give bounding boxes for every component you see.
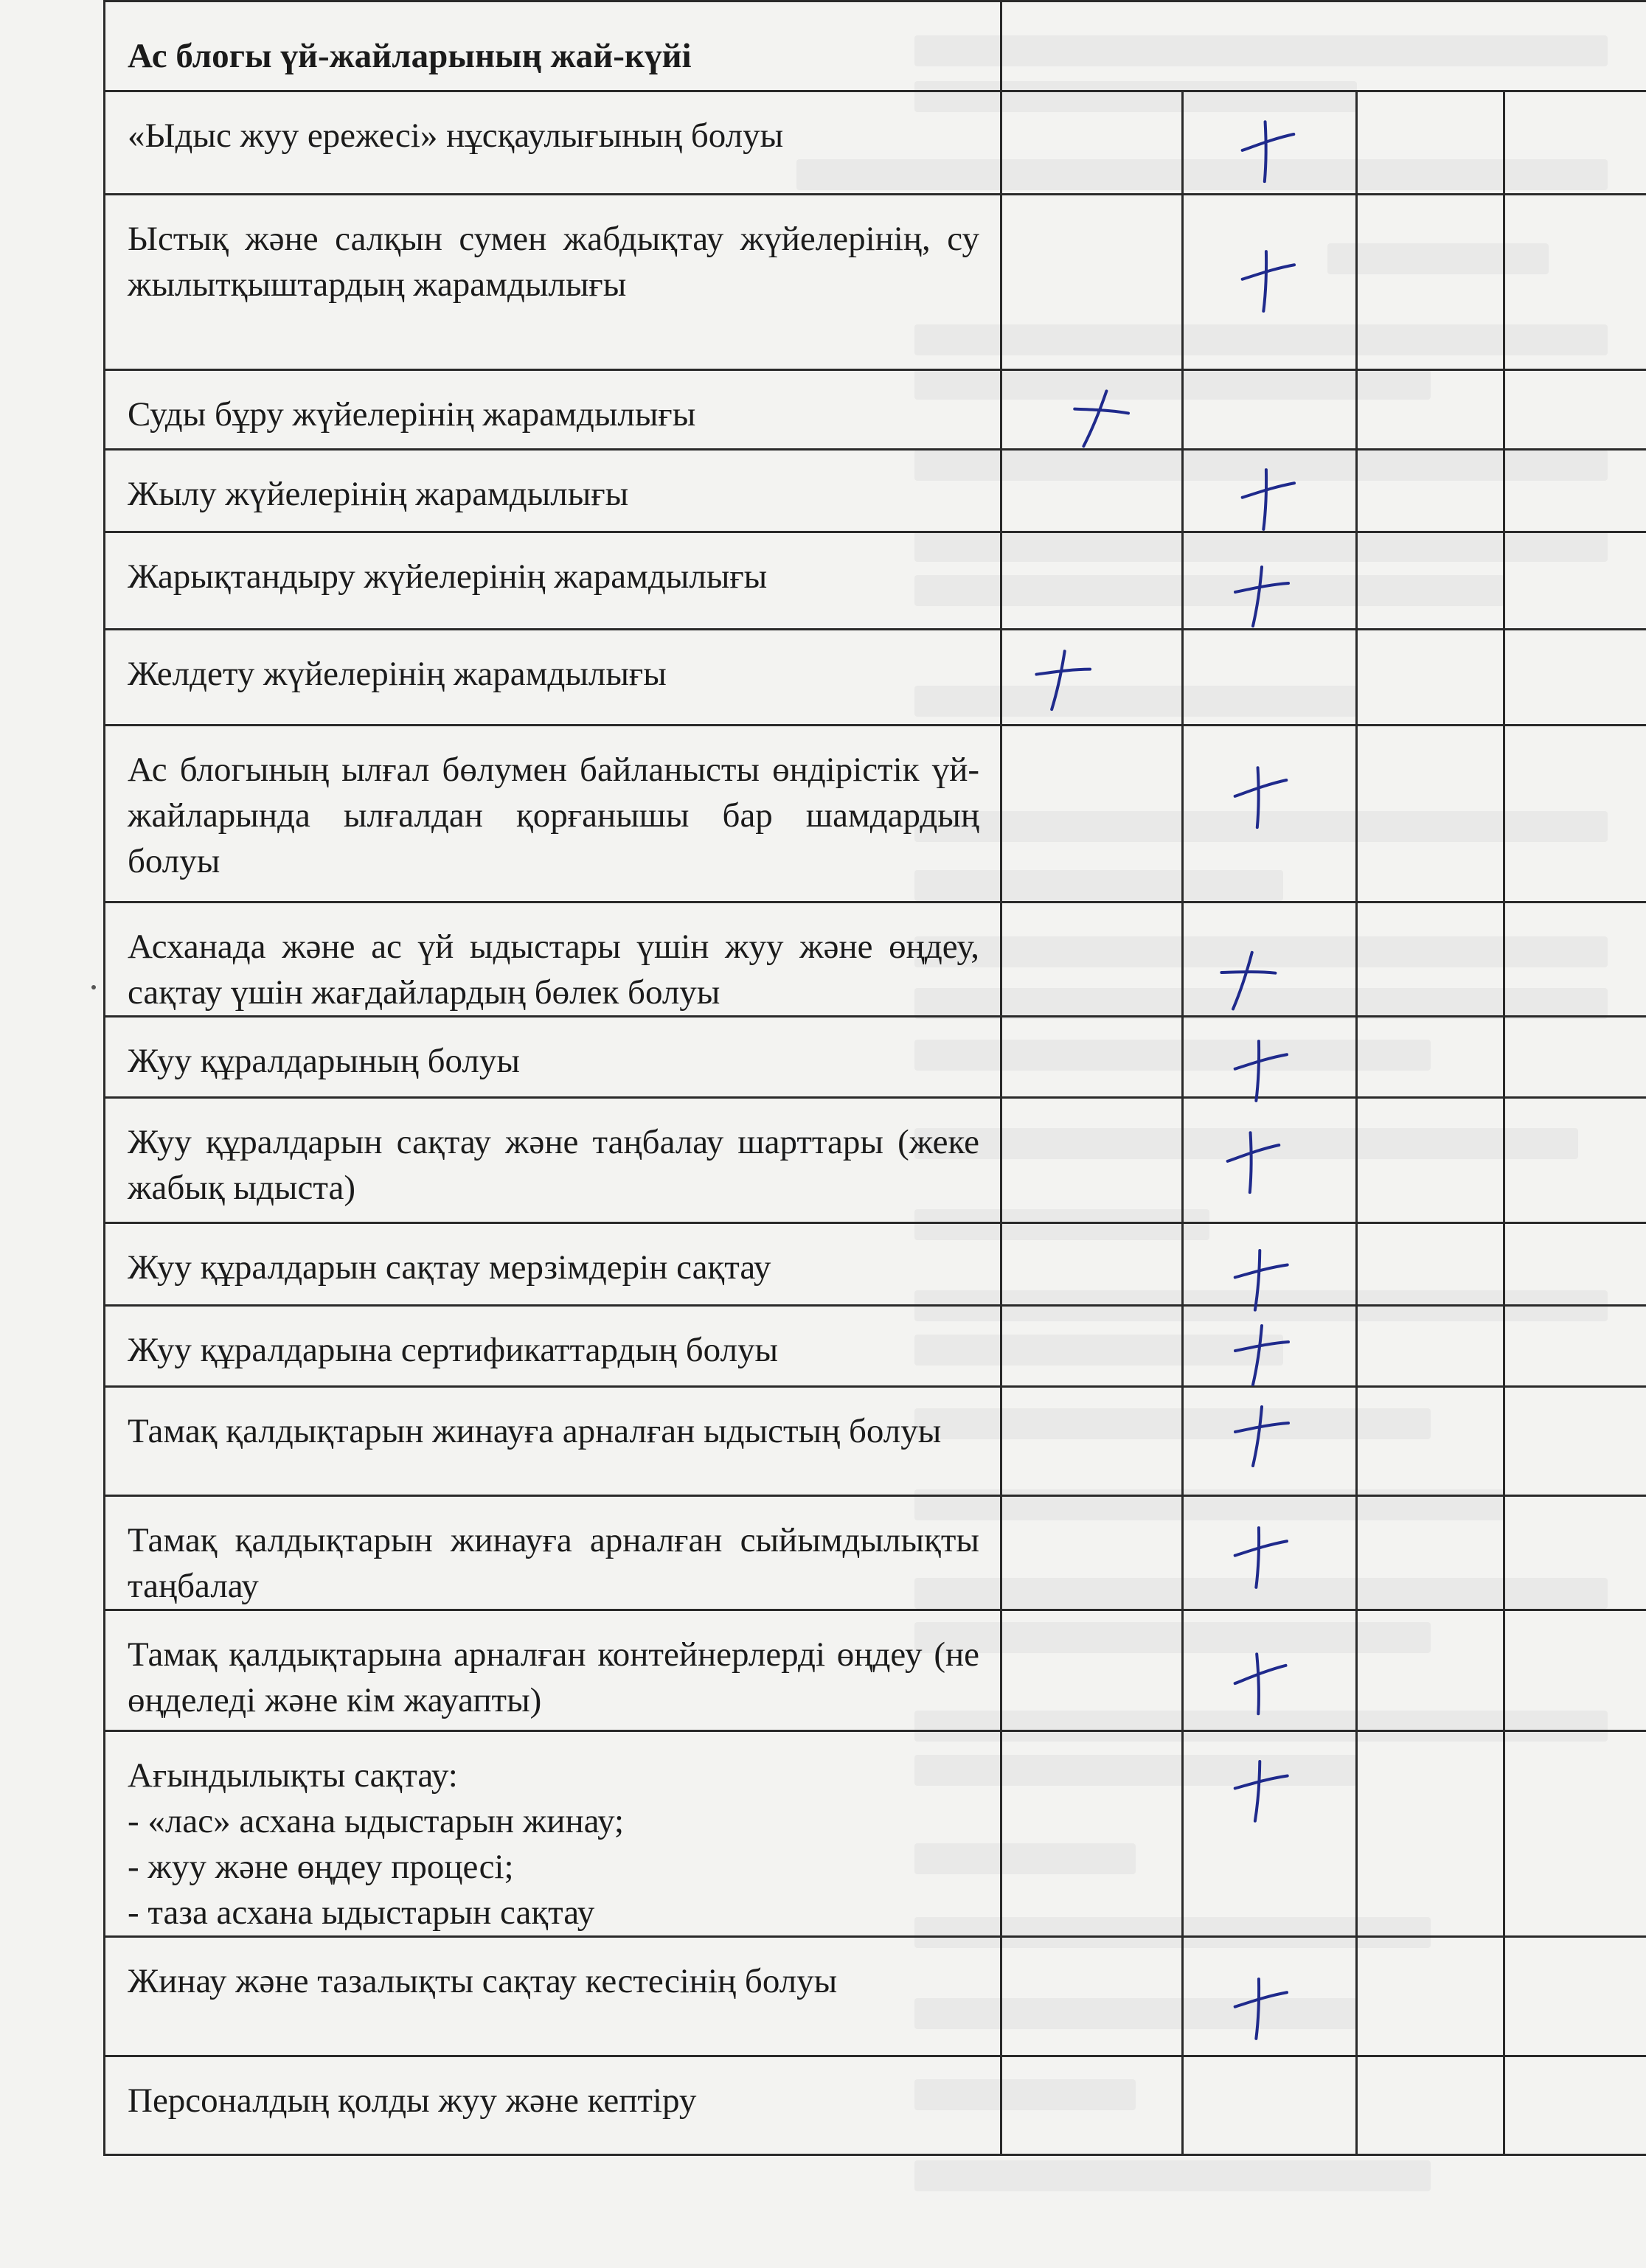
requirement-cell — [105, 1937, 1001, 2056]
handwritten-plus-mark — [1225, 1755, 1296, 1826]
handwritten-plus-mark — [1228, 1402, 1294, 1469]
requirement-line: - жуу және өңдеу процесі; — [128, 1848, 514, 1886]
compliance-cell[interactable] — [1504, 1731, 1646, 1937]
compliance-yes-cell[interactable] — [1182, 1017, 1356, 1098]
compliance-cell[interactable] — [1001, 1098, 1183, 1223]
compliance-cell[interactable] — [1504, 902, 1646, 1017]
compliance-yes-cell[interactable] — [1182, 1937, 1356, 2056]
table-row — [105, 1223, 1646, 1306]
compliance-cell[interactable] — [1504, 370, 1646, 450]
compliance-cell[interactable] — [1356, 91, 1504, 195]
handwritten-plus-mark — [1224, 1034, 1297, 1107]
compliance-yes-cell[interactable] — [1182, 370, 1356, 450]
requirement-cell — [105, 532, 1001, 630]
requirement-text: Персоналдың қолды жуу және кептіру — [128, 2081, 697, 2120]
handwritten-plus-mark — [1224, 1520, 1297, 1593]
compliance-cell[interactable] — [1356, 1496, 1504, 1610]
requirement-line: Ағындылықты сақтау: — [128, 1756, 458, 1795]
compliance-cell[interactable] — [1356, 1306, 1504, 1387]
compliance-yes-cell[interactable] — [1182, 1306, 1356, 1387]
table-row — [105, 902, 1646, 1017]
requirement-cell — [105, 1731, 1001, 1937]
table-row — [105, 1017, 1646, 1098]
requirement-text: Жарықтандыру жүйелерінің жарамдылығы — [128, 557, 768, 596]
compliance-cell[interactable] — [1356, 450, 1504, 532]
requirement-cell — [105, 1610, 1001, 1731]
handwritten-plus-mark — [1224, 1972, 1297, 2045]
compliance-cell[interactable] — [1504, 1496, 1646, 1610]
table-row — [105, 370, 1646, 450]
handwritten-plus-mark — [1223, 759, 1299, 834]
compliance-cell[interactable] — [1356, 532, 1504, 630]
compliance-cell[interactable] — [1001, 1731, 1183, 1937]
requirement-text: Суды бұру жүйелерінің жарамдылығы — [128, 395, 696, 434]
table-row — [105, 1610, 1646, 1731]
requirement-cell — [105, 2056, 1001, 2155]
handwritten-plus-mark — [1232, 244, 1305, 317]
requirement-cell — [105, 1223, 1001, 1306]
compliance-yes-cell[interactable] — [1182, 2056, 1356, 2155]
compliance-yes-cell[interactable] — [1182, 1610, 1356, 1731]
margin-speck — [91, 985, 96, 989]
compliance-cell[interactable] — [1356, 1937, 1504, 2056]
requirement-cell — [105, 726, 1001, 902]
compliance-cell[interactable] — [1356, 902, 1504, 1017]
compliance-cell[interactable] — [1001, 195, 1183, 370]
compliance-cell[interactable] — [1001, 1937, 1183, 2056]
requirement-text: Жуу құралдарының болуы — [128, 1042, 520, 1080]
compliance-yes-cell[interactable] — [1182, 1098, 1356, 1223]
compliance-cell[interactable] — [1356, 1223, 1504, 1306]
requirement-text: Жуу құралдарына сертификаттардың болуы — [128, 1331, 779, 1369]
requirement-cell — [105, 91, 1001, 195]
table-row — [105, 1496, 1646, 1610]
compliance-cell[interactable] — [1504, 1937, 1646, 2056]
table-row — [105, 1098, 1646, 1223]
requirement-text: Жуу құралдарын сақтау мерзімдерін сақтау — [128, 1248, 771, 1287]
requirement-line: - «лас» асхана ыдыстарын жинау; — [128, 1802, 625, 1840]
compliance-yes-cell[interactable] — [1182, 1496, 1356, 1610]
compliance-cell[interactable] — [1356, 2056, 1504, 2155]
compliance-cell[interactable] — [1504, 1610, 1646, 1731]
requirement-cell — [105, 370, 1001, 450]
handwritten-plus-mark — [1026, 644, 1097, 715]
compliance-cell[interactable] — [1001, 91, 1183, 195]
compliance-cell[interactable] — [1504, 1387, 1646, 1496]
compliance-cell[interactable] — [1356, 1731, 1504, 1937]
requirement-text: «Ыдыс жуу ережесі» нұсқаулығының болуы — [128, 116, 784, 155]
document-sheet — [103, 0, 1646, 2268]
compliance-cell[interactable] — [1001, 1496, 1183, 1610]
requirement-cell — [105, 1306, 1001, 1387]
section-header-row — [105, 1, 1646, 91]
requirement-text: Ыстық және салқын сумен жабдықтау жүйелерінің, су жылытқыштардың жарамдылығы — [128, 220, 979, 304]
requirement-text: Ас блогының ылғал бөлумен байланысты өндірістік үй-жайларында ылғалдан қорғанышы бар шамдардың болуы — [128, 751, 979, 880]
requirement-text: Тамақ қалдықтарын жинауға арналған ыдыстың болуы — [128, 1412, 942, 1450]
compliance-cell[interactable] — [1001, 1223, 1183, 1306]
handwritten-plus-mark — [1228, 563, 1294, 629]
table-row — [105, 450, 1646, 532]
table-row — [105, 195, 1646, 370]
section-title: Ас блогы үй-жайларының жай-күйі — [105, 1, 1001, 91]
compliance-cell[interactable] — [1001, 1306, 1183, 1387]
compliance-cell[interactable] — [1504, 1098, 1646, 1223]
compliance-cell[interactable] — [1504, 1306, 1646, 1387]
compliance-cell[interactable] — [1001, 450, 1183, 532]
compliance-yes-cell[interactable] — [1182, 1731, 1356, 1937]
table-row — [105, 1306, 1646, 1387]
compliance-cell[interactable] — [1504, 532, 1646, 630]
checklist-table — [103, 0, 1646, 2156]
compliance-cell[interactable] — [1356, 1610, 1504, 1731]
compliance-cell[interactable] — [1504, 195, 1646, 370]
table-row — [105, 2056, 1646, 2155]
compliance-cell[interactable] — [1001, 2056, 1183, 2155]
table-row — [105, 1937, 1646, 2056]
compliance-cell[interactable] — [1356, 726, 1504, 902]
handwritten-plus-mark — [1225, 1244, 1296, 1315]
handwritten-plus-mark — [1232, 462, 1305, 535]
requirement-text: Жылу жүйелерінің жарамдылығы — [128, 475, 629, 513]
compliance-cell[interactable] — [1001, 902, 1183, 1017]
handwritten-plus-mark — [1231, 113, 1306, 188]
compliance-yes-cell[interactable] — [1182, 1223, 1356, 1306]
compliance-yes-cell[interactable] — [1182, 1387, 1356, 1496]
compliance-cell[interactable] — [1504, 1017, 1646, 1098]
table-row — [105, 726, 1646, 902]
requirement-text: Тамақ қалдықтарын жинауға арналған сыйымдылықты таңбалау — [128, 1521, 979, 1605]
compliance-cell[interactable] — [1356, 1387, 1504, 1496]
compliance-cell[interactable] — [1001, 532, 1183, 630]
compliance-cell[interactable] — [1504, 726, 1646, 902]
table-row — [105, 532, 1646, 630]
table-row — [105, 1387, 1646, 1496]
requirement-text: Желдету жүйелерінің жарамдылығы — [128, 655, 667, 693]
requirement-cell — [105, 630, 1001, 726]
compliance-yes-cell[interactable] — [1182, 450, 1356, 532]
compliance-cell[interactable] — [1504, 450, 1646, 532]
compliance-cell[interactable] — [1504, 2056, 1646, 2155]
compliance-cell[interactable] — [1504, 1223, 1646, 1306]
compliance-cell[interactable] — [1504, 630, 1646, 726]
requirement-cell — [105, 902, 1001, 1017]
compliance-cell[interactable] — [1356, 1017, 1504, 1098]
compliance-cell[interactable] — [1001, 726, 1183, 902]
requirement-cell — [105, 1017, 1001, 1098]
compliance-cell[interactable] — [1356, 370, 1504, 450]
requirement-line: - таза асхана ыдыстарын сақтау — [128, 1893, 595, 1932]
handwritten-plus-mark — [1207, 942, 1284, 1019]
compliance-yes-cell[interactable] — [1182, 91, 1356, 195]
handwritten-plus-mark — [1228, 1321, 1294, 1388]
compliance-cell[interactable] — [1504, 91, 1646, 195]
compliance-cell[interactable] — [1356, 1098, 1504, 1223]
requirement-cell — [105, 1387, 1001, 1496]
compliance-yes-cell[interactable] — [1182, 532, 1356, 630]
compliance-cell[interactable] — [1356, 195, 1504, 370]
compliance-cell[interactable] — [1001, 1017, 1183, 1098]
requirement-cell — [105, 450, 1001, 532]
compliance-cell[interactable] — [1356, 630, 1504, 726]
requirement-cell — [105, 1496, 1001, 1610]
handwritten-plus-mark — [1222, 1644, 1299, 1721]
compliance-yes-cell[interactable] — [1182, 726, 1356, 902]
requirement-cell — [105, 195, 1001, 370]
compliance-yes-cell[interactable] — [1182, 630, 1356, 726]
compliance-yes-cell[interactable] — [1182, 195, 1356, 370]
requirement-text: Жуу құралдарын сақтау және таңбалау шарттары (жеке жабық ыдыста) — [128, 1123, 979, 1207]
compliance-cell[interactable] — [1001, 1387, 1183, 1496]
table-row — [105, 630, 1646, 726]
table-row — [105, 91, 1646, 195]
handwritten-plus-mark — [1216, 1124, 1291, 1199]
table-row — [105, 1731, 1646, 1937]
requirement-cell — [105, 1098, 1001, 1223]
requirement-text: Асханада және ас үй ыдыстары үшін жуу және өңдеу, сақтау үшін жағдайлардың бөлек болуы — [128, 928, 979, 1012]
requirement-text: Тамақ қалдықтарына арналған контейнерлерді өңдеу (не өңделеді және кім жауапты) — [128, 1635, 979, 1719]
compliance-cell[interactable] — [1001, 1610, 1183, 1731]
compliance-yes-cell[interactable] — [1182, 902, 1356, 1017]
requirement-text: Жинау және тазалықты сақтау кестесінің болуы — [128, 1962, 838, 2000]
